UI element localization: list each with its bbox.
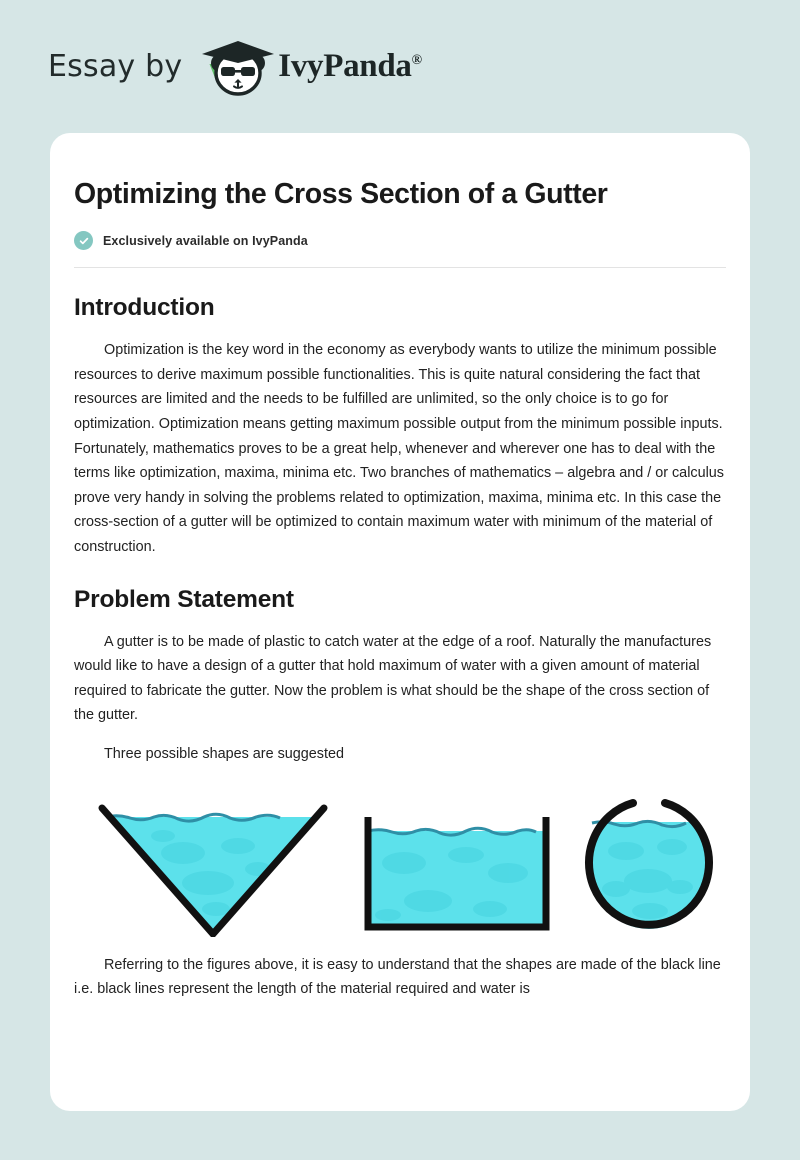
paragraph-problem-statement-1: A gutter is to be made of plastic to catch water at the edge of a roof. Naturally the manufactures would like to have a design of a gutter that hold maximum of water with a given amount of material required to fabricate the gutter. Now the problem is what should be the shape of the cross section of the gutter. bbox=[74, 633, 712, 724]
paragraph-three-shapes: Three possible shapes are suggested bbox=[104, 745, 344, 762]
check-circle-icon bbox=[74, 231, 93, 250]
registered-mark: ® bbox=[411, 53, 422, 68]
circular-gutter-figure bbox=[576, 789, 722, 937]
brand-name-text: IvyPanda bbox=[278, 48, 412, 84]
header-divider bbox=[74, 267, 726, 268]
exclusivity-badge bbox=[74, 231, 726, 250]
document-card bbox=[50, 133, 750, 1111]
section-heading-introduction: Introduction bbox=[74, 294, 215, 322]
exclusivity-badge-label: Exclusively available on IvyPanda bbox=[103, 233, 308, 248]
panda-graduate-logo-icon bbox=[198, 36, 280, 98]
three-possible-gutter-shapes bbox=[74, 787, 726, 937]
paragraph-referring-to-figures: Referring to the figures above, it is easy to understand that the shapes are made of the black line i.e. black lines represent the length of the material required and water is bbox=[74, 956, 721, 998]
ivypanda-wordmark bbox=[278, 48, 421, 85]
v-shape-gutter-figure bbox=[88, 791, 338, 937]
section-heading-problem-statement: Problem Statement bbox=[74, 585, 294, 613]
page-title: Optimizing the Cross Section of a Gutter bbox=[74, 178, 608, 210]
essay-by-label: Essay by bbox=[48, 49, 183, 84]
rectangular-gutter-figure bbox=[358, 805, 556, 935]
brand-header bbox=[0, 0, 800, 133]
paragraph-introduction-1: Optimization is the key word in the economy as everybody wants to utilize the minimum possible resources to derive maximum possible functionalities. This is quite natural considering the fact that resources are limited and the needs to be fulfilled are unlimited, so the only choice is to go for optimization. Optimization means getting maximum possible output from the minimum possible inputs. Fortunately, mathematics proves to be a great help, whenever and wherever one has to deal with the terms like optimization, maxima, minima etc. Two branches of mathematics – algebra and / or calculus prove very handy in solving the problems related to optimization, maxima, minima etc. In this case the cross-section of a gutter will be optimized to contain maximum water with minimum of the material of construction. bbox=[74, 342, 724, 555]
ivypanda-logo[interactable] bbox=[198, 36, 421, 98]
